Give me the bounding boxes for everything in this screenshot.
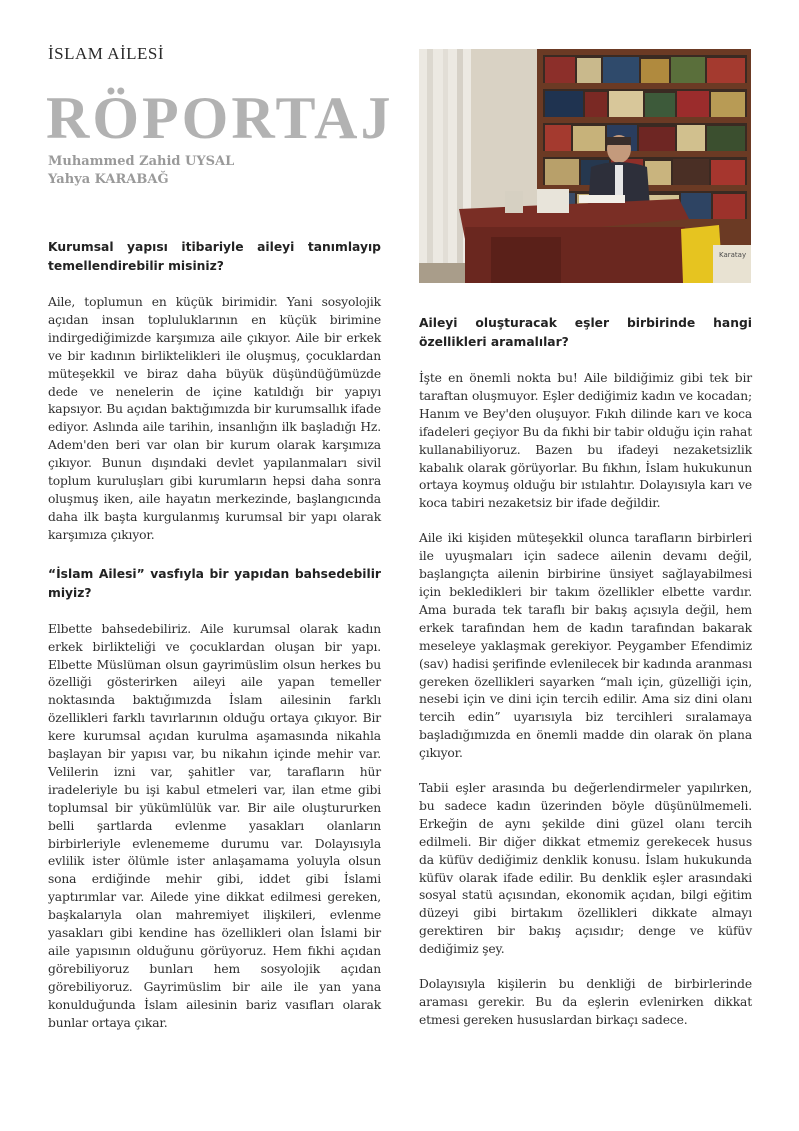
article-title: RÖPORTAJ bbox=[46, 85, 394, 151]
question-2: “İslam Ailesi” vasfıyla bir yapıdan bahsedebilir miyiz? bbox=[48, 566, 381, 600]
right-column bbox=[419, 314, 752, 1030]
section-label: İSLAM AİLESİ bbox=[48, 44, 165, 63]
answer-3-paragraph-4: Dolayısıyla kişilerin bu denkliği de birbirlerinde araması gerekir. Bu da eşlerin evlenirken dikkat etmesi gereken hususlardan birkaçı sadece. bbox=[419, 977, 752, 1027]
answer-1: Aile, toplumun en küçük birimidir. Yani sosyolojik açıdan insan topluluklarının en küçük birimine indirgediğimizde karşımıza aile çıkıyor. Aile bir erkek ve bir kadının birliktelikleri ile oluşmuş, çocuklardan müteşekkil ve biraz daha büyük düşündüğümüzde dede ve nenelerin de içine katıldığı bir yapıyı kapsıyor. Bu açıdan baktığımızda bir kurumsallık ifade ediyor. Aslında aile tarihin, insanlığın ilk başladığı Hz. Adem'den beri var olan bir kurum olarak karşımıza çıkıyor. Bunun dışındaki devlet yapılanmaları sivil toplum kuruluşları gibi kurumların hepsi daha sonra oluşmuş iken, aile hayatın merkezinde, başlangıcında daha ilk başta kurgulanmış kurumsal bir yapı olarak karşımıza çıkıyor. bbox=[48, 295, 381, 542]
question-1: Kurumsal yapısı itibariyle aileyi tanımlayıp temellendirebilir misiniz? bbox=[48, 240, 381, 273]
question-3: Aileyi oluşturacak eşler birbirinde hangi özellikleri aramalılar? bbox=[419, 316, 752, 349]
author-name-2: Yahya KARABAĞ bbox=[48, 172, 169, 187]
answer-3-paragraph-1: İşte en önemli nokta bu! Aile bildiğimiz gibi tek bir taraftan oluşmuyor. Eşler dediğimiz kadın ve kocadan; Hanım ve Bey'den oluşuyor. Fıkıh dilinde karı ve koca ifadeleri geçiyor Bu da fıkhi bir tabir olduğu için rahat kullanabiliyoruz. Bazen bu ifadeyi nezaketsizlik kabalık olarak görüyorlar. Bu fıkhın, İslam hukukunun ortaya koymuş olduğu bir ıstılahtır. Dolayısıyla karı ve koca tabiri nezaketsiz bir ifade değildir. bbox=[419, 371, 752, 511]
answer-3-paragraph-3: Tabii eşler arasında bu değerlendirmeler yapılırken, bu sadece kadın üzerinden böyle düşünülmemeli. Erkeğin de aynı şekilde dini güzel olanı tercih edilmeli. Bir diğer dikkat etmemiz gerekecek husus da küfüv dediğimiz denklik konusu. İslam hukukunda küfüv olarak ifade edilir. Bu denklik eşler arasındaki sosyal statü açısından, ekonomik açıdan, bilgi eğitim düzeyi gibi birtakım özellikleri dikkate almayı gerektiren bir bakış açısıdır; denge ve küfüv dediğimiz şey. bbox=[419, 781, 752, 957]
answer-2: Elbette bahsedebiliriz. Aile kurumsal olarak kadın erkek birlikteliği ve çocuklardan oluşan bir yapı. Elbette Müslüman olsun gayrimüslim olsun herkes bu özelliği gösterirken aileyi aile yapan temeller noktasında baktığımızda İslam ailesinin farklı özellikleri farklı tavırlarının olduğu ortaya çıkıyor. Bir kere kurumsal açıdan kurulma aşamasında nikahla başlayan bir yapısı var, bu nikahın içinde mehir var. Velilerin izni var, şahitler var, tarafların hür iradeleriyle bu işi kabul etmeleri var, ilan etme gibi toplumsal bir yükümlülük var. Bir aile oluştururken belli şartlarda evlenme yasakları olanların birbirleriyle evlenememe durumu var. Dolayısıyla evlilik ister ölümle ister anlaşamama yoluyla olsun sona erdiğinde mehir gibi, iddet gibi İslami yaptırımlar var. Ailede yine dikkat edilmesi gereken, başkalarıyla olan mahremiyet ilişkileri, evlenme yasakları gibi kendine has özellikleri olan İslami bir aile yapısının olduğunu görüyoruz. Hem fıkhi açıdan görebiliyoruz bunları hem sosyolojik açıdan görebiliyoruz. Gayrimüslim bir aile ile yan yana konulduğunda İslam ailesinin bariz vasıfları olarak bunlar ortaya çıkar. bbox=[48, 621, 381, 1030]
sign-text: Karatay bbox=[719, 251, 747, 259]
answer-3-paragraph-2: Aile iki kişiden müteşekkil olunca tarafların birbirleri ile uyuşmaları için sadece ailenin devamı değil, başlangıçta ailenin birbirine ünsiyet sağlayabilmesi için bekledikleri bir takım özellikler elbette vardır. Ama burada tek taraflı bir bakış açısıyla değil, hem erkek tarafından hem de kadın tarafından bakarak meseleye yaklaşmak gerekiyor. Peygamber Efendimiz (sav) hadisi şerifinde evlenilecek bir kadında aranması gereken özellikleri sayarken “malı için, güzelliği için, nesebi için ve dini için tercih edilir. Ama siz dini olanı tercih edin” uyarısıyla biz tercihleri sıralamaya başladığımızda en önemli madde din olarak ön plana çıkıyor. bbox=[419, 531, 752, 761]
left-column bbox=[48, 238, 381, 1033]
interview-photo bbox=[419, 49, 751, 283]
author-name-1: Muhammed Zahid UYSAL bbox=[48, 154, 235, 169]
